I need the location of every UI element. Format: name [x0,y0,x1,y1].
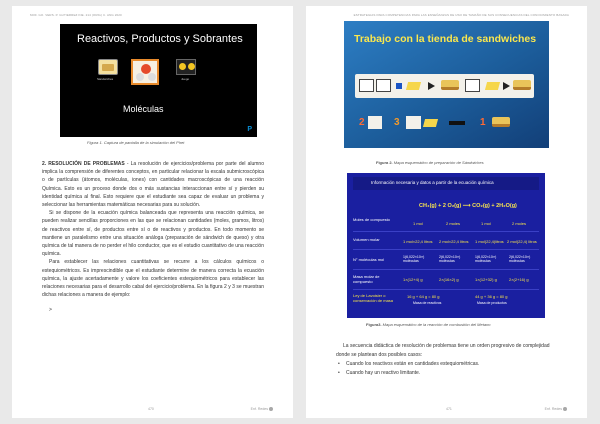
hydrogen-atom-icon [136,73,144,81]
row-value: 2×(2+16) g [509,277,529,282]
row-label: Ley de Lavoisier o conservación de masa [353,293,394,303]
bullet-list [336,360,561,378]
journal-logo-icon [269,407,273,411]
list-item: • Cuando los reactivos están en cantidades estequiométricas. [336,360,561,369]
sandwich-icon [513,80,531,90]
left-page [12,6,293,418]
sandwich-tile [98,59,118,75]
cheese-icon [406,82,421,90]
running-header: MOF. GO. VERS. P. GUTIERREZ INE. 214 (ORIG) C. ANG 2020 [30,13,122,17]
row-value: 2(6,022×10²³) moléculas [439,255,461,263]
arrow-icon [503,82,510,90]
plus-icon [396,83,402,89]
quantity-number: 2 [359,117,365,128]
bread-icon [376,79,391,92]
row-value: 16 g + 64 g = 80 g [407,294,440,299]
section-heading: 2. RESOLUCIÓN DE PROBLEMAS [42,161,125,167]
sandwich-icon [441,80,459,90]
figure-caption: Figura3. Mapa esquemático de la reacción de combustión del Metano [366,322,491,327]
row-value: Masa de productos [477,301,507,305]
row-value: 2(6,022×10²³) moléculas [509,255,531,263]
row-value: 1 mol [481,221,491,226]
row-value: 1 mol(22,4)litros [475,239,504,244]
phet-logo: P [247,126,252,133]
divider [353,269,539,270]
paragraph: La secuencia didáctica de resolución de problemas tiene un orden progresivo de complejidad donde se plantean dos posibles casos: [336,343,550,358]
figure-caption: Figura 2. Mapa esquemático de preparación de Sándwiches [376,160,484,165]
running-header: ESTRATEGIAS PARA COMPETENCIAS PARA LAS ENSEÑANZAS DE USO DE TAMAÑO DE SUS CONSECUENCIAS DEL CONOCIMIENTO BASADA [353,13,569,17]
molecule-tile [131,59,159,85]
row-value: 2 moles [446,221,461,226]
figure-title: Información necesaria y datos a partir de la ecuación química [371,180,494,185]
row-value: 1 mol×22,4 litros [403,239,433,244]
smiley-icon [179,63,186,70]
smiley-icon [188,63,195,70]
journal-name: Enf. Redes [251,407,273,411]
cheese-icon [485,82,500,90]
figure-sandwich-map [344,21,549,148]
row-value: 1(6,022×10²³) moléculas [475,255,497,263]
sandwich-icon [492,117,510,127]
end-mark: > [49,307,52,314]
row-value: Masa de reactivos [413,301,442,305]
game-tile [176,59,196,75]
quantity-number: 1 [480,117,486,128]
bread-icon [359,79,374,92]
bread-icon [465,79,480,92]
paragraph: 2. RESOLUCIÓN DE PROBLEMAS - La resolución de ejercicios/problema por parte del alumno implica la comprensión de diferentes conceptos, en particular relacionar la escala submicroscópica o de partículas (átomos, moléculas, iones) con cantidades macroscópicas de una reacción Química. Esto es un proceso donde dos o más sustancias interaccionan entre sí y pierden su identidad química al final. Esto requiere que el estudiante sea capaz de evaluar un problema y seleccionar las herramientas matemáticas necesarias para su solución. [42,161,264,209]
tile-caption: Juego [181,77,190,81]
tile-caption: Sándwiches [97,77,114,81]
arrow-icon [428,82,435,90]
paragraph: Para establecer las relaciones cuantitativas se recurre a los cálculos químicos o estequiométricos. Es imprescindible que el estudiante determine de manera correcta la ecuación química, la ajuste acertadamente y valore los coeficientes estequiométricos para establecer las relaciones necesarias para el desarrollo cabal del ejercicio/problema. En la figura 2 y 3 se muestran dichas relaciones a manera de ejemplo: [42,259,264,299]
divider [353,289,539,290]
hydrogen-atom-icon [148,73,156,81]
figure-title: Trabajo con la tienda de sandwiches [354,33,537,45]
row-value: 1(6,022×10²³) moléculas [403,255,425,263]
row-label: Masa molar de compuesto [353,274,380,284]
row-value: 2 mol(22,4) litros [507,239,537,244]
quantity-row [344,114,549,129]
body-text [336,342,561,378]
chemical-equation: CH₄(g) + 2 O₂(g) ⟶ CO₂(g) + 2H₂O(g) [419,203,517,209]
figure-methane-map [347,173,545,318]
paragraph: Si se dispone de la ecuación química balanceada que representa una reacción química, se pueden realizar sencillas proporciones en las que se relacionan cantidades (moles, gramos, litros) de reactivos entre sí, de productos entre sí o de reactivos y productos. En todo momento se mantiene un paralelismo entre una situación análoga (preparación de sándwich de queso) y otra química de tal manera de no perder el hilo conductor, que es el estudio cuantitativo de una reacción química. [42,210,264,258]
page-number: 471 [446,407,452,411]
page-number: 470 [148,407,154,411]
row-value: 1 mol [413,221,423,226]
bread-icon [406,116,421,129]
cheese-icon [423,119,438,127]
arrow-icon [449,121,465,125]
divider [353,249,539,250]
journal-logo-icon [563,407,567,411]
row-label: Volumen molar [353,237,380,242]
figure-phet-screenshot [60,24,257,137]
list-item: • Cuando hay un reactivo limitante. [336,369,561,378]
row-value: 1×(12+32) g [475,277,497,282]
row-value: 2 moles [512,221,527,226]
quantity-number: 3 [394,117,400,128]
figure-title: Reactivos, Productos y Sobrantes [77,33,243,45]
bread-icon [368,116,382,129]
divider [353,231,539,232]
recipe-row [355,74,534,98]
row-label: Moles de compuesto [353,217,390,222]
row-label: N° moléculas mol [353,257,385,262]
journal-name: Enf. Redes [545,407,567,411]
right-page [306,6,587,418]
body-text [42,160,264,315]
row-value: 2 mol×22,4 litros [439,239,469,244]
row-value: 2×(16×2) g [439,277,459,282]
row-value: 44 g + 36 g = 80 g [475,294,508,299]
row-value: 1×(12+4) g [403,277,423,282]
figure-caption: Figura 1. Captura de pantalla de la simulación del Phet [87,140,185,145]
figure-subtitle: Moléculas [123,104,164,114]
